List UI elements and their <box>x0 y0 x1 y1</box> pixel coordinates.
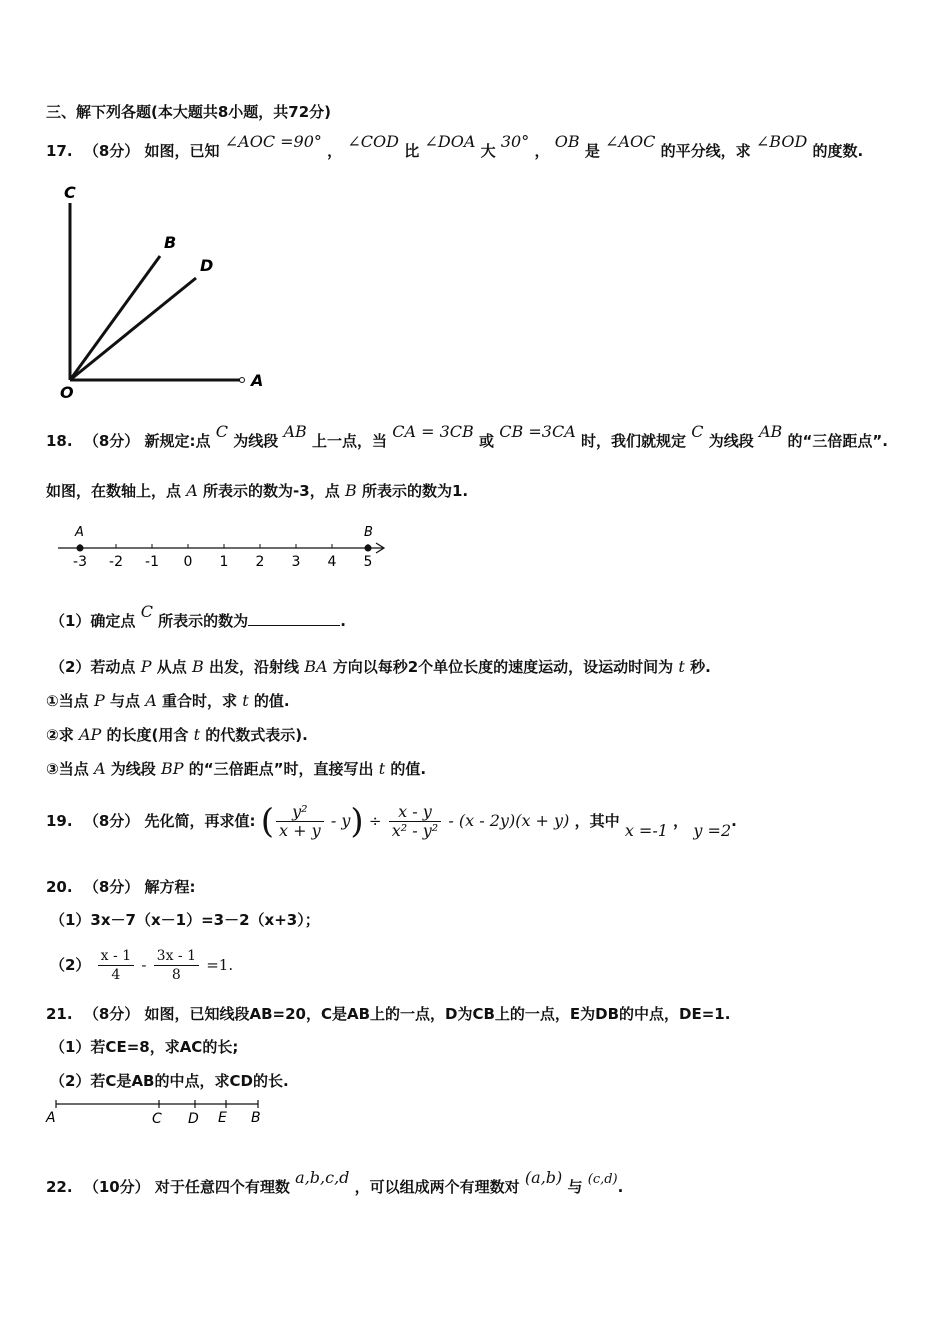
q17-math-doa: ∠DOA <box>424 132 476 151</box>
q19-math: - y <box>330 811 351 830</box>
q17-text: 是 <box>584 142 600 160</box>
q18-math: BP <box>160 759 184 778</box>
q18-part1 <box>50 602 346 631</box>
point-a-marker <box>240 378 245 383</box>
q18-text: 所表示的数为-3，点 <box>203 482 340 500</box>
q18-text: ③当点 <box>46 760 89 778</box>
q18-text: 的代数式表示). <box>205 726 308 744</box>
fraction-denominator: x + y <box>278 821 321 840</box>
q19-fraction-2 <box>389 803 441 840</box>
q21-text: 如图，已知线段AB=20，C是AB上的一点，D为CB上的一点，E为DB的中点，DE=1. <box>144 1005 731 1023</box>
q18-text: 从点 <box>156 658 187 676</box>
divide-sign: ÷ <box>368 812 382 830</box>
q18-math: AB <box>758 422 783 441</box>
q18-text: 如图，在数轴上，点 <box>46 482 182 500</box>
q18-math: C <box>140 602 153 621</box>
q18-text: 新规定:点 <box>144 432 211 450</box>
q18-math: A <box>145 691 157 710</box>
q20-text: 解方程: <box>144 878 196 896</box>
q18-math: A <box>93 759 106 778</box>
q18-text: 为线段 <box>708 432 754 450</box>
q18-math: t <box>242 691 249 710</box>
q20-fraction-1 <box>98 947 134 984</box>
q18-text: 为线段 <box>233 432 279 450</box>
q21-score: （8分） <box>83 1005 140 1023</box>
q22-math: a,b,c,d <box>295 1168 350 1187</box>
q18-math: t <box>378 759 386 778</box>
q18-text: 为线段 <box>110 760 156 778</box>
q17-line <box>46 132 864 161</box>
q18-line <box>46 422 888 451</box>
q20-score: （8分） <box>83 878 140 896</box>
q18-math: P <box>93 691 105 710</box>
q17-score: （8分） <box>83 142 140 160</box>
point-a-dot <box>77 545 84 552</box>
q19-score: （8分） <box>83 812 140 830</box>
q18-text: 的“三倍距点”. <box>787 432 888 450</box>
label-o: O <box>60 383 74 402</box>
seg-label-a: A <box>46 1110 56 1126</box>
q18-text: （1）确定点 <box>50 612 136 630</box>
q17-text: 的平分线，求 <box>660 142 751 160</box>
q21-part2: （2）若C是AB的中点，求CD的长. <box>50 1072 289 1090</box>
axis-label-b: B <box>364 525 373 540</box>
section-title: 三、解下列各题(本大题共8小题，共72分) <box>46 103 332 121</box>
q18-text: 重合时，求 <box>161 692 237 710</box>
q22-text: . <box>617 1178 624 1196</box>
q18-math: C <box>691 422 704 441</box>
q17-math-bod: ∠BOD <box>755 132 808 151</box>
q17-text: 如图，已知 <box>144 142 220 160</box>
q21-part1: （1）若CE=8，求AC的长; <box>50 1038 239 1056</box>
q18-case2 <box>46 725 308 745</box>
axis-tick-label: 2 <box>255 554 265 570</box>
q18-text: 与点 <box>109 692 140 710</box>
answer-blank <box>248 611 340 626</box>
q18-text: 的“三倍距点”时，直接写出 <box>188 760 374 778</box>
q21-number: 21. <box>46 1005 73 1023</box>
q18-math: B <box>344 481 357 500</box>
q17-sep: ， <box>327 142 343 160</box>
paren-close-icon: ) <box>350 801 364 842</box>
q20-eq1: （1）3x－7（x－1）=3－2（x+3）； <box>50 911 320 929</box>
fraction-numerator: 3x - 1 <box>154 947 199 966</box>
q17-sep: ， <box>534 142 550 160</box>
q17-angle-figure <box>50 178 280 403</box>
q18-text: ②求 <box>46 726 74 744</box>
label-b: B <box>164 233 177 252</box>
q18-number: 18. <box>46 432 73 450</box>
q19-text: . <box>731 812 737 830</box>
q20-fraction-2 <box>154 947 199 984</box>
q18-text: 方向以每秒2个单位长度的速度运动，设运动时间为 <box>332 658 674 676</box>
q18-text: 秒. <box>690 658 711 676</box>
q18-part2 <box>50 657 711 677</box>
fraction-denominator: 4 <box>111 967 121 983</box>
axis-tick-label: -2 <box>109 554 123 570</box>
fraction-numerator: y² <box>276 803 324 822</box>
point-b-dot <box>365 545 372 552</box>
label-a: A <box>251 371 264 390</box>
q18-text: 的值. <box>390 760 427 778</box>
q22-text: 与 <box>567 1178 583 1196</box>
q20-eq2 <box>50 945 233 985</box>
q18-text: 所表示的数为1. <box>361 482 469 500</box>
paren-open-icon: ( <box>260 801 274 842</box>
q18-number-line <box>50 518 395 573</box>
axis-tick-label: 1 <box>219 554 229 570</box>
q19-sep: ， <box>673 812 689 830</box>
q17-math-30: 30° <box>500 132 530 151</box>
seg-label-d: D <box>188 1111 199 1127</box>
q18-math: BA <box>304 657 328 676</box>
q18-text: 或 <box>479 432 495 450</box>
q21-line <box>46 1004 730 1024</box>
seg-label-b: B <box>251 1110 261 1126</box>
q18-text: 出发，沿射线 <box>208 658 299 676</box>
q19-text: 先化简，再求值: <box>144 812 256 830</box>
q18-case3 <box>46 759 426 779</box>
q20-line <box>46 877 195 897</box>
q22-line <box>46 1168 624 1199</box>
q18-math: t <box>193 725 201 744</box>
label-c: C <box>64 183 76 202</box>
q19-number: 19. <box>46 812 73 830</box>
q19-math-y: y =2 <box>693 821 732 840</box>
q18-math: A <box>186 481 198 500</box>
q19-math: - (x - 2y)(x + y) <box>448 811 570 830</box>
q22-math: (c,d) <box>587 1172 618 1187</box>
q18-text: （2）若动点 <box>50 658 136 676</box>
q18-text: 的值. <box>253 692 290 710</box>
axis-tick-label: -3 <box>73 554 87 570</box>
q22-number: 22. <box>46 1178 73 1196</box>
q17-number: 17. <box>46 142 73 160</box>
q18-line2 <box>46 481 468 501</box>
q17-text: 的度数. <box>812 142 864 160</box>
q18-case1 <box>46 691 290 711</box>
q18-math: C <box>215 422 228 441</box>
fraction-numerator: x - y <box>389 803 441 822</box>
q20-number: 20. <box>46 878 73 896</box>
axis-tick-label: 0 <box>183 554 193 570</box>
q18-text: . <box>340 612 346 630</box>
q21-segment-figure <box>44 1098 274 1128</box>
q17-text: 比 <box>404 142 420 160</box>
q18-text: ①当点 <box>46 692 89 710</box>
axis-tick-label: 4 <box>327 554 337 570</box>
q19-line <box>46 800 737 843</box>
fraction-numerator: x - 1 <box>98 947 134 966</box>
q18-score: （8分） <box>83 432 140 450</box>
axis-tick-label: 5 <box>363 554 373 570</box>
q18-math: CB =3CA <box>499 422 576 441</box>
q22-math: (a,b) <box>524 1168 563 1187</box>
label-d: D <box>200 256 214 275</box>
q20-text: （2） <box>50 956 91 974</box>
axis-tick-label: 3 <box>291 554 301 570</box>
axis-tick-label: -1 <box>145 554 159 570</box>
q18-text: 时，我们就规定 <box>581 432 687 450</box>
q22-text: 对于任意四个有理数 <box>154 1178 290 1196</box>
fraction-denominator: x² - y² <box>391 821 439 840</box>
q17-text: 大 <box>480 142 496 160</box>
q17-math-aoc2: ∠AOC <box>605 132 656 151</box>
q22-text: ，可以组成两个有理数对 <box>354 1178 520 1196</box>
seg-label-c: C <box>152 1111 162 1127</box>
q18-math: P <box>140 657 152 676</box>
minus-sign: - <box>141 956 147 974</box>
q19-fraction-1 <box>276 803 324 840</box>
q20-math: =1. <box>206 956 234 974</box>
q18-math: B <box>191 657 204 676</box>
q18-math: CA = 3CB <box>392 422 474 441</box>
fraction-denominator: 8 <box>171 967 181 983</box>
q22-score: （10分） <box>83 1178 150 1196</box>
q18-text: 上一点，当 <box>312 432 388 450</box>
q18-math: AP <box>78 725 102 744</box>
axis-label-a: A <box>75 525 84 540</box>
q19-math-x: x =-1 <box>624 821 668 840</box>
q18-math: AB <box>283 422 307 441</box>
q17-math-cod: ∠COD <box>347 132 399 151</box>
q17-math-aoc: ∠AOC =90° <box>224 132 322 151</box>
q18-text: 的长度(用含 <box>106 726 189 744</box>
seg-label-e: E <box>218 1110 227 1126</box>
q18-math: t <box>678 657 685 676</box>
q19-text: ，其中 <box>574 812 620 830</box>
q17-math-ob: OB <box>554 132 580 151</box>
q18-text: 所表示的数为 <box>158 612 249 630</box>
